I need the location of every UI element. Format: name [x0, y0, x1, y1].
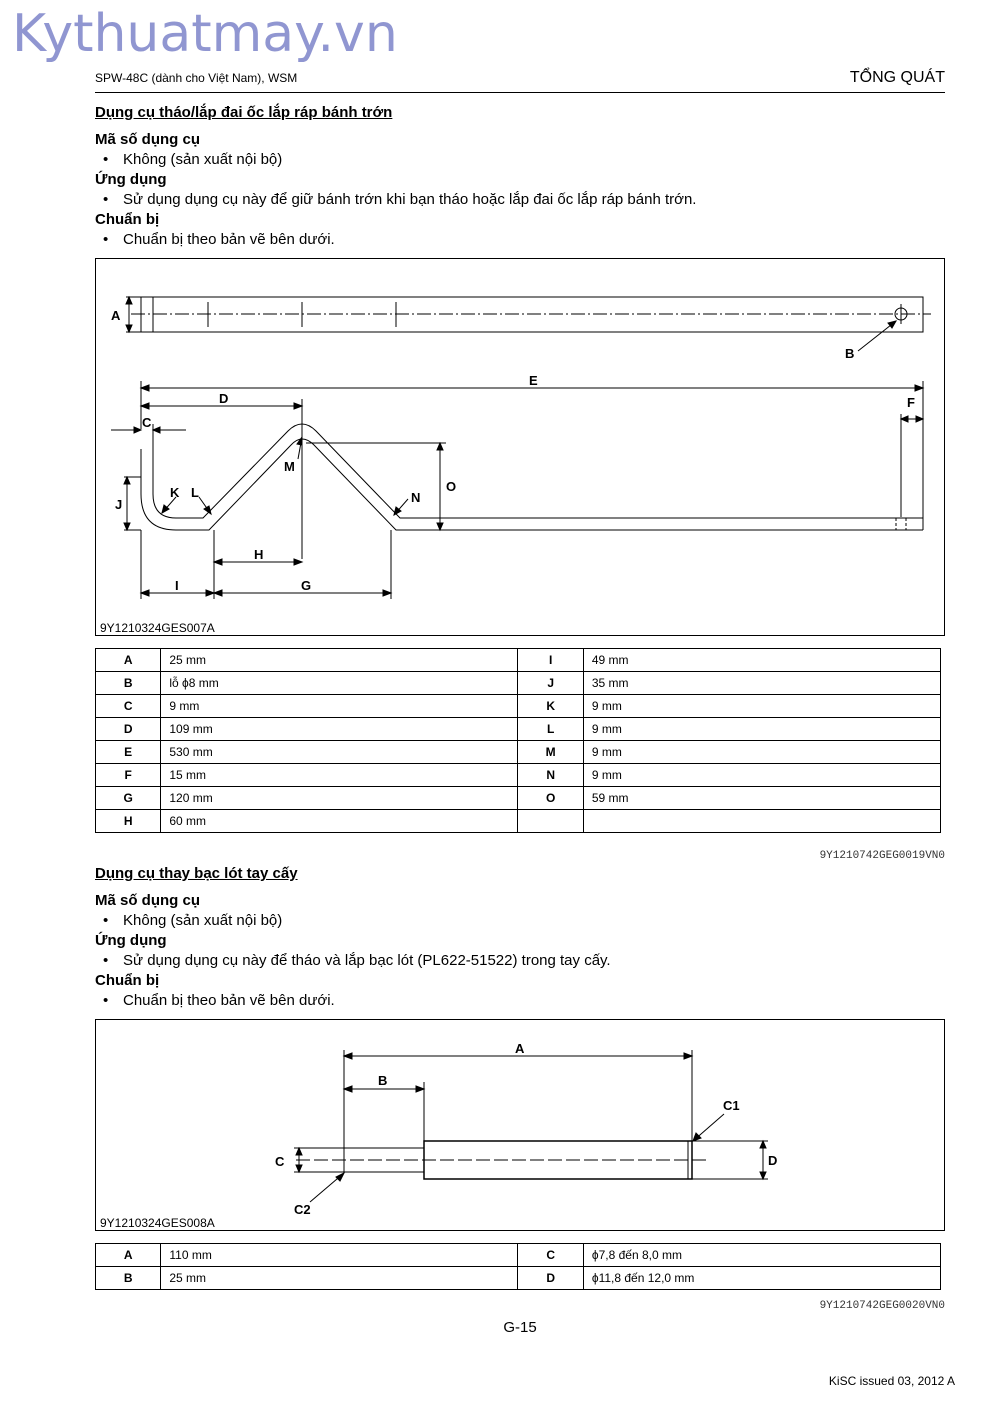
table-row: [96, 1244, 941, 1267]
row-value-left: 60 mm: [161, 810, 518, 833]
page-number: G-15: [503, 1319, 537, 1336]
row-key-left: G: [96, 787, 161, 810]
label2-B: B: [378, 1073, 388, 1088]
label-O: O: [446, 479, 457, 494]
label-H: H: [254, 547, 264, 562]
row-value-left: lỗ ϕ8 mm: [161, 672, 518, 695]
figure-bushing-tool: [95, 1019, 945, 1231]
watermark-logo: Kythuatmay.vn: [12, 4, 398, 64]
row-key-left: F: [96, 764, 161, 787]
row-value-left: 25 mm: [161, 1267, 518, 1290]
row-value-right: 9 mm: [583, 695, 940, 718]
label2-C: C: [275, 1154, 285, 1169]
label2-D: D: [768, 1153, 778, 1168]
table-row: [96, 810, 941, 833]
section1-code-item: • Không (sản xuất nội bộ): [103, 151, 283, 168]
row-key-left: D: [96, 718, 161, 741]
label-N: N: [411, 490, 421, 505]
section1-prep-item: • Chuẩn bị theo bản vẽ bên dưới.: [103, 231, 335, 248]
label-E: E: [529, 373, 538, 388]
row-value-right: 49 mm: [583, 649, 940, 672]
row-value-left: 109 mm: [161, 718, 518, 741]
section1-code-label: Mã số dụng cụ: [95, 131, 200, 148]
section1-app-label: Ứng dụng: [95, 171, 167, 188]
label-I: I: [175, 578, 179, 593]
row-value-left: 9 mm: [161, 695, 518, 718]
row-key-right: M: [518, 741, 583, 764]
row-key-right: K: [518, 695, 583, 718]
section2-prep-item: • Chuẩn bị theo bản vẽ bên dưới.: [103, 992, 335, 1009]
row-value-left: 530 mm: [161, 741, 518, 764]
row-key-left: B: [96, 1267, 161, 1290]
table-row: [96, 695, 941, 718]
row-value-right: 9 mm: [583, 718, 940, 741]
label2-C2: C2: [294, 1202, 311, 1217]
issued-note: KiSC issued 03, 2012 A: [828, 1374, 955, 1388]
label2-A: A: [515, 1041, 525, 1056]
label-K: K: [170, 485, 180, 500]
header-rule: [95, 92, 945, 93]
table-row: [96, 1267, 941, 1290]
row-value-right: ϕ11,8 đến 12,0 mm: [583, 1267, 940, 1290]
row-value-left: 25 mm: [161, 649, 518, 672]
row-key-right: D: [518, 1267, 583, 1290]
spec-table-1: [95, 648, 941, 833]
row-value-right: [583, 810, 940, 833]
flywheel-tool-drawing: [96, 259, 944, 635]
section1-app-item: • Sử dụng dụng cụ này để giữ bánh trớn khi bạn tháo hoặc lắp đai ốc lắp ráp bánh trớn.: [103, 191, 697, 208]
label-M: M: [284, 459, 295, 474]
section2-app-label: Ứng dụng: [95, 932, 167, 949]
table-row: [96, 764, 941, 787]
section2-ref-code: 9Y1210742GEG0020VN0: [819, 1300, 945, 1312]
row-value-left: 110 mm: [161, 1244, 518, 1267]
row-key-left: C: [96, 695, 161, 718]
row-key-right: I: [518, 649, 583, 672]
row-value-right: 9 mm: [583, 764, 940, 787]
label2-C1: C1: [723, 1098, 740, 1113]
figure1-code: 9Y1210324GES007A: [100, 621, 215, 635]
row-key-left: B: [96, 672, 161, 695]
label-B: B: [845, 346, 855, 361]
label-A: A: [111, 308, 121, 323]
section1-title: Dụng cụ tháo/lắp đai ốc lắp ráp bánh trớn: [95, 104, 393, 121]
row-value-left: 120 mm: [161, 787, 518, 810]
row-key-right: N: [518, 764, 583, 787]
spec-table-2: [95, 1243, 941, 1290]
bushing-tool-drawing: [96, 1020, 944, 1230]
label-G: G: [301, 578, 312, 593]
section2-code-item: • Không (sản xuất nội bộ): [103, 912, 283, 929]
table-row: [96, 787, 941, 810]
table-row: [96, 741, 941, 764]
row-value-right: 9 mm: [583, 741, 940, 764]
header-section-title: TỔNG QUÁT: [849, 69, 945, 86]
label-F: F: [907, 395, 915, 410]
row-key-left: A: [96, 1244, 161, 1267]
table-row: [96, 718, 941, 741]
row-key-right: [518, 810, 583, 833]
row-value-right: 59 mm: [583, 787, 940, 810]
section2-title: Dụng cụ thay bạc lót tay cấy: [95, 865, 298, 882]
label-L: L: [191, 485, 199, 500]
table-row: [96, 672, 941, 695]
section2-code-label: Mã số dụng cụ: [95, 892, 200, 909]
section2-app-item: • Sử dụng dụng cụ này để tháo và lắp bạc lót (PL622-51522) trong tay cấy.: [103, 952, 611, 969]
row-value-left: 15 mm: [161, 764, 518, 787]
label-J: J: [115, 497, 123, 512]
row-value-right: ϕ7,8 đến 8,0 mm: [583, 1244, 940, 1267]
label-D: D: [219, 391, 229, 406]
section1-ref-code: 9Y1210742GEG0019VN0: [819, 850, 945, 862]
row-key-left: E: [96, 741, 161, 764]
row-key-left: H: [96, 810, 161, 833]
figure2-code: 9Y1210324GES008A: [100, 1216, 215, 1230]
row-key-right: C: [518, 1244, 583, 1267]
table-row: [96, 649, 941, 672]
header-manual-title: SPW-48C (dành cho Việt Nam), WSM: [95, 71, 298, 85]
row-value-right: 35 mm: [583, 672, 940, 695]
row-key-right: J: [518, 672, 583, 695]
label-C: C: [142, 415, 152, 430]
figure-flywheel-tool: [95, 258, 945, 636]
row-key-right: O: [518, 787, 583, 810]
row-key-right: L: [518, 718, 583, 741]
section2-prep-label: Chuẩn bị: [95, 972, 160, 989]
section1-prep-label: Chuẩn bị: [95, 211, 160, 228]
row-key-left: A: [96, 649, 161, 672]
